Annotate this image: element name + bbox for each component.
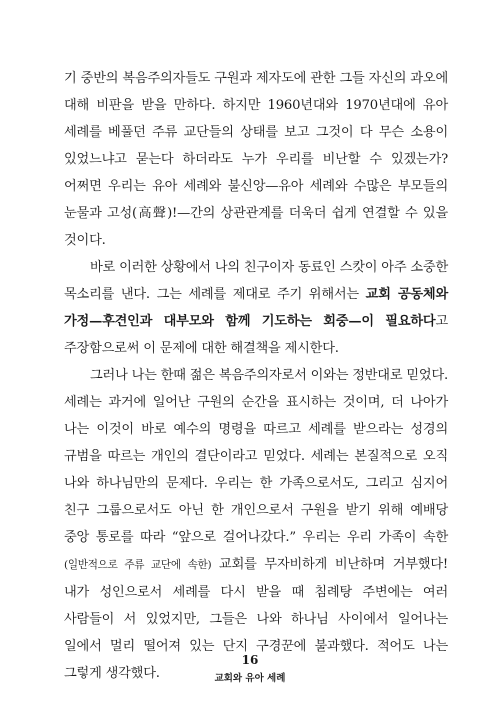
paragraph-3-text-a: 그러나 나는 한때 젊은 복음주의자로서 이와는 정반대로 믿었다. 세례는 과거에 일어난 구원의 순간을 표시하는 것이며, 더 나아가 나는 이것이 바로 예수의 명령을 따르고 세례를 받으라는 성경의 규범을 따르는 개인의 결단이라고 믿었다. 세례는 본질적으로 오직 나와 하나님만의 문제다. 우리는 한 가족으로서도, 그리고 심지어 친구 그룹으로서도 아닌 한 개인으로서 구원을 받기 위해 예배당 중앙 통로를 따라 “앞으로 걸어나갔다.” 우리는 우리 가족이 속한: [64, 368, 448, 545]
paragraph-2-text-a: 바로 이러한 상황에서 나의 친구이자 동료인 스캇이 아주 소중한 목소리를 낸다. 그는 세례를 제대로 주기 위해서는: [64, 260, 448, 302]
running-title: 교회와 유아 세례: [214, 673, 286, 684]
page-number: 16: [241, 653, 259, 667]
body-text: [64, 65, 448, 687]
paragraph-2-emphasis: 교회 공동체와 가정—후견인과 대부모와 함께 기도하는 회중—이 필요하다: [64, 287, 448, 329]
paragraph-3-text-b: 교회를 무자비하게 비난하며 거부했다! 내가 성인으로서 세례를 다시 받을 때 침례탕 주변에는 여러 사람들이 서 있었지만, 그들은 나와 하나님 사이에서 일어나는 일에서 멀리 떨어져 있는 단지 구경꾼에 불과했다. 적어도 나는 그렇게 생각했다.: [64, 557, 448, 681]
paragraph-2: [64, 254, 448, 362]
paragraph-1: 기 중반의 복음주의자들도 구원과 제자도에 관한 그들 자신의 과오에 대해 비판을 받을 만하다. 하지만 1960년대와 1970년대에 유아 세례를 베풀던 주류 교단들의 상태를 보고 그것이 다 무슨 소용이 있었느냐고 묻는다 하더라도 누가 우리를 비난할 수 있겠는가? 어쩌면 우리는 유아 세례와 불신앙—유아 세례와 수많은 부모들의 눈물과 고성(高聲)!—간의 상관관계를 더욱더 쉽게 연결할 수 있을 것이다.: [64, 71, 448, 248]
paragraph-2-text-b: 고 주장함으로써 이 문제에 대한 해결책을 제시한다.: [64, 314, 448, 356]
paragraph-3-parenthetical: (일반적으로 주류 교단에 속한): [64, 559, 212, 571]
paragraph-3: [64, 362, 448, 687]
